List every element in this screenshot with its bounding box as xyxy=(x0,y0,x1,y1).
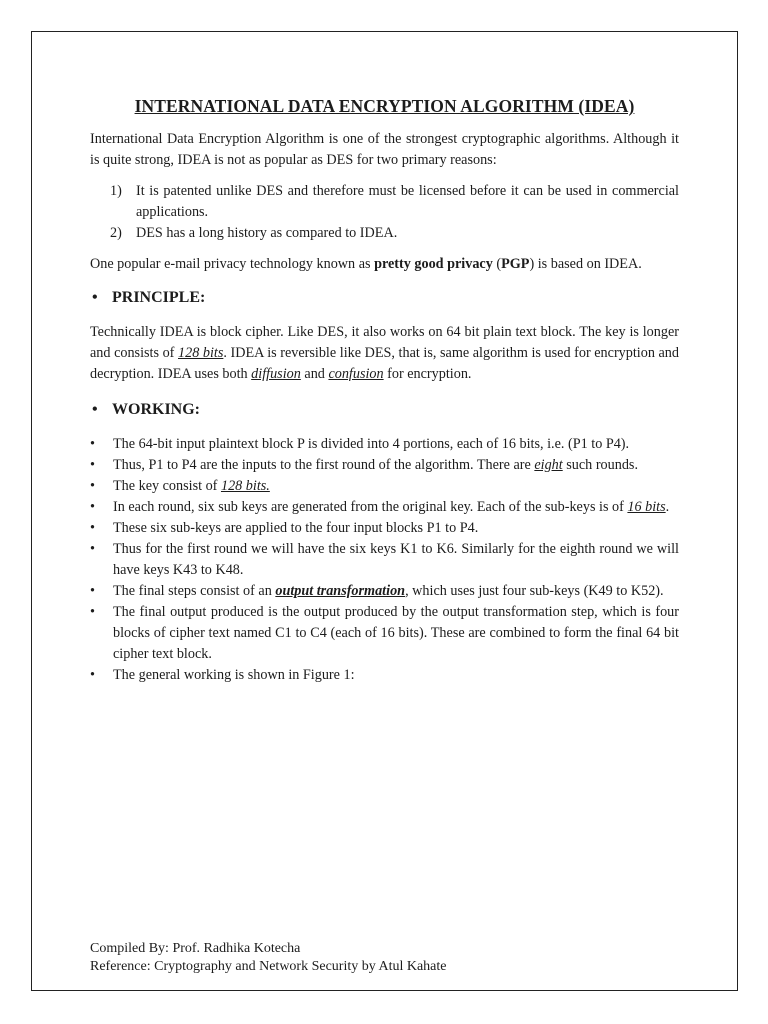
bullet-icon: • xyxy=(92,401,98,418)
bullet-icon: • xyxy=(90,436,95,452)
emphasis: 128 bits xyxy=(178,345,224,361)
list-item xyxy=(90,581,679,602)
list-item xyxy=(90,223,679,244)
list-item xyxy=(90,602,679,665)
bullet-icon: • xyxy=(90,604,95,620)
list-item xyxy=(90,434,679,455)
list-item xyxy=(90,181,679,223)
heading-label: WORKING: xyxy=(112,401,200,418)
list-number: 2) xyxy=(110,225,122,241)
page-title: INTERNATIONAL DATA ENCRYPTION ALGORITHM (IDEA) xyxy=(134,96,635,116)
pgp-text: One popular e-mail privacy technology known as xyxy=(90,256,375,272)
pgp-text: ) is based on IDEA. xyxy=(529,256,642,272)
pgp-text: ( xyxy=(492,256,502,272)
list-number: 1) xyxy=(110,183,122,199)
intro-paragraph: International Data Encryption Algorithm is one of the strongest cryptographic algorithms. Although it is quite strong, IDEA is not as popular as DES for two primary reasons: xyxy=(90,131,679,168)
list-item-text: The final output produced is the output produced by the output transformation step, which is four blocks of cipher text named C1 to C4 (each of 16 bits). These are combined to form the final 64 bit cipher text block. xyxy=(113,604,679,662)
list-item-text: The final steps consist of an xyxy=(113,583,276,599)
principle-text: . IDEA is reversible like DES, that is, same algorithm is used for encryption and decryption. IDEA uses both xyxy=(90,345,679,382)
emphasis: eight xyxy=(534,457,563,473)
principle-paragraph xyxy=(90,322,679,385)
bullet-icon: • xyxy=(92,289,98,306)
list-item-text: DES has a long history as compared to IDEA. xyxy=(136,225,398,241)
pgp-term: pretty good privacy xyxy=(374,256,493,272)
working-list xyxy=(90,434,679,686)
bullet-icon: • xyxy=(90,583,95,599)
reasons-list xyxy=(90,181,679,244)
strong-emphasis: output transformation xyxy=(275,583,406,599)
pgp-paragraph xyxy=(90,254,679,275)
list-item-text: It is patented unlike DES and therefore must be licensed before it can be used in commercial applications. xyxy=(136,183,679,220)
list-item-text: Thus for the first round we will have the six keys K1 to K6. Similarly for the eighth round we will have keys K43 to K48. xyxy=(113,541,679,578)
bullet-icon: • xyxy=(90,499,95,515)
list-item-text: Thus, P1 to P4 are the inputs to the first round of the algorithm. There are xyxy=(113,457,535,473)
emphasis: confusion xyxy=(328,366,384,382)
list-item-text: . xyxy=(665,499,670,515)
reference: Reference: Cryptography and Network Security by Atul Kahate xyxy=(90,959,447,974)
list-item-text: In each round, six sub keys are generated from the original key. Each of the sub-keys is of xyxy=(113,499,628,515)
principle-text: and xyxy=(300,366,329,382)
bullet-icon: • xyxy=(90,520,95,536)
list-item xyxy=(90,518,679,539)
bullet-icon: • xyxy=(90,541,95,557)
pgp-abbr: PGP xyxy=(501,256,530,272)
list-item-text: These six sub-keys are applied to the four input blocks P1 to P4. xyxy=(113,520,479,536)
list-item xyxy=(90,476,679,497)
bullet-icon: • xyxy=(90,457,95,473)
list-item-text: such rounds. xyxy=(562,457,638,473)
page-footer xyxy=(90,940,447,976)
principle-text: for encryption. xyxy=(383,366,472,382)
bullet-icon: • xyxy=(90,478,95,494)
emphasis: 16 bits xyxy=(627,499,666,515)
principle-text: Technically IDEA is block cipher. Like DES, it also works on 64 bit plain text block. The key is longer and consists of xyxy=(90,324,679,361)
working-heading xyxy=(90,399,679,420)
list-item-text: The 64-bit input plaintext block P is divided into 4 portions, each of 16 bits, i.e. (P1 to P4). xyxy=(113,436,630,452)
list-item-text: The general working is shown in Figure 1: xyxy=(113,667,355,683)
list-item-text: The key consist of xyxy=(113,478,221,494)
document-body xyxy=(90,96,679,686)
emphasis: diffusion xyxy=(251,366,301,382)
list-item xyxy=(90,665,679,686)
compiled-by: Compiled By: Prof. Radhika Kotecha xyxy=(90,941,301,956)
list-item xyxy=(90,497,679,518)
heading-label: PRINCIPLE: xyxy=(112,289,206,306)
principle-heading xyxy=(90,287,679,308)
list-item xyxy=(90,455,679,476)
list-item-text: , which uses just four sub-keys (K49 to K52). xyxy=(405,583,664,599)
emphasis: 128 bits. xyxy=(220,478,270,494)
bullet-icon: • xyxy=(90,667,95,683)
list-item xyxy=(90,539,679,581)
